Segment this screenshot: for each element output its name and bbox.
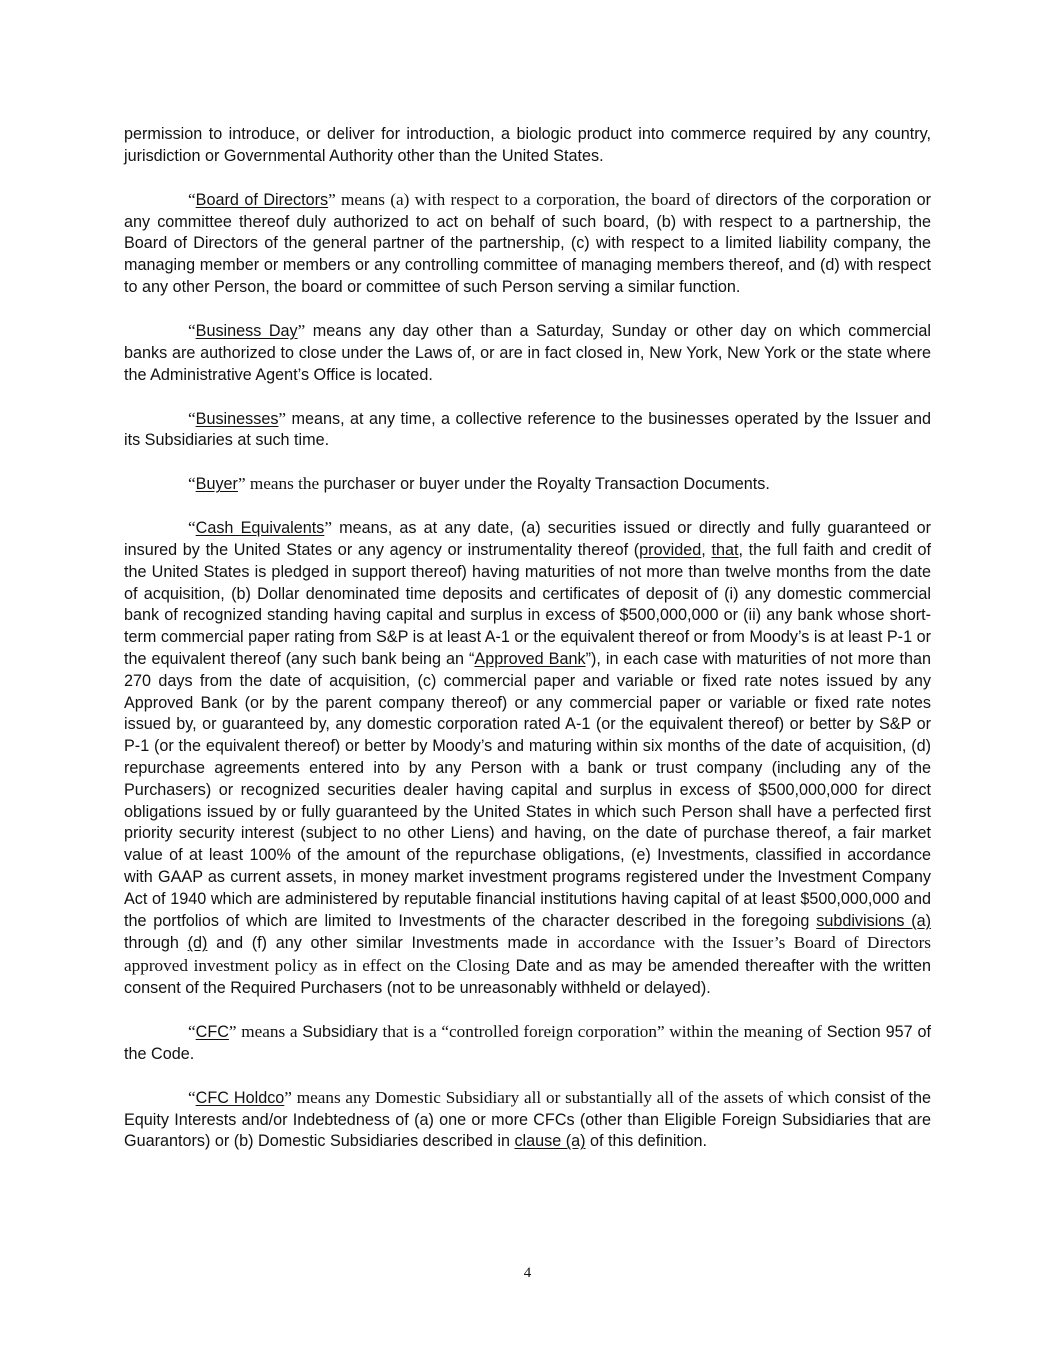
subsidiary-word: Subsidiary [302, 1023, 378, 1042]
defined-term: Business Day [195, 321, 298, 340]
definition-serif-text: accordance with the Issuer’s Board of Directors approved investment policy as in effect on the Closing [124, 933, 931, 976]
close-quote: ” [237, 474, 246, 494]
definition-cfc [124, 1021, 931, 1066]
open-quote: “ [188, 518, 196, 538]
defined-term: CFC Holdco [195, 1088, 285, 1107]
approved-bank-term: Approved Bank [474, 650, 586, 669]
definition-serif-text: means a [236, 1022, 303, 1042]
defined-term: Buyer [195, 475, 238, 494]
defined-term: CFC [195, 1023, 229, 1042]
definition-text: Section 957 of the Code. [124, 1023, 931, 1063]
open-quote: “ [188, 1087, 196, 1107]
clause-a-reference: clause (a) [514, 1132, 586, 1151]
definition-business-day [124, 320, 931, 386]
close-quote: ” [228, 1022, 237, 1042]
close-quote: ” [324, 518, 332, 538]
definition-text: Date and as may be amended thereafter with the written consent of the Required Purchasers (not to be unreasonably withheld or delayed). [124, 957, 931, 998]
close-quote: ” [328, 189, 336, 209]
provided-term: provided [639, 541, 702, 560]
definition-cfc-holdco [124, 1087, 931, 1153]
definition-text: , the full faith and credit of the United States is pledged in support thereof) having maturities of not more than twelve months from the date of acquisition, (b) Dollar denominated time deposits and certificates of deposit of (i) any domestic commercial bank of recognized standing having capital and surplus in excess of $500,000,000 or (ii) any bank whose short-term commercial paper rating from S&P is at least A-1 or the equivalent thereof or from Moody’s is at least P-1 or the equivalent thereof (any such bank being an “ [124, 541, 931, 669]
paragraph-continuation [124, 124, 931, 168]
open-quote: “ [188, 408, 196, 428]
close-quote: ” [284, 1087, 292, 1107]
close-quote: ” [297, 320, 306, 340]
definition-text: and (f) any other similar Investments made in [207, 934, 578, 953]
definition-serif-text: means the [245, 474, 320, 494]
definition-text: consist of the Equity Interests and/or Indebtedness of (a) one or more CFCs (other than Eligible Foreign Subsidiaries that are Guarantors) or (b) Domestic Subsidiaries described in [124, 1088, 931, 1151]
definition-buyer [124, 473, 931, 496]
definition-text: , [701, 541, 712, 560]
that-term: that [711, 541, 739, 560]
subdivision-d-reference: (d) [187, 934, 208, 953]
paragraph-text: permission to introduce, or deliver for introduction, a biologic product into commerce required by any country, jurisdiction or Governmental Authority other than the United States. [124, 125, 931, 165]
definition-serif-text: means (a) with respect to a corporation, the board of [335, 189, 710, 209]
definition-businesses [124, 408, 931, 453]
definition-text: means, at any time, a collective reference to the businesses operated by the Issuer and its Subsidiaries at such time. [124, 409, 931, 450]
definition-cash-equivalents [124, 517, 931, 1000]
defined-term: Cash Equivalents [195, 519, 325, 538]
definition-text: through [124, 934, 188, 953]
page-number: 4 [523, 1265, 532, 1281]
definition-text: of this definition. [585, 1132, 708, 1151]
defined-term: Board of Directors [195, 190, 329, 209]
open-quote: “ [188, 320, 196, 340]
definition-serif-text: that is a “controlled foreign corporation” within the meaning of [377, 1022, 822, 1042]
definition-text: means, as at any date, (a) securities issued or directly and fully guaranteed or insured by the United States or any agency or instrumentality thereof ( [124, 519, 931, 560]
definition-text: means any day other than a Saturday, Sunday or other day on which commercial banks are authorized to close under the Laws of, or are in fact closed in, New York, New York or the state where the Administrative Agent’s Office is located. [124, 321, 932, 384]
close-quote: ” [278, 408, 287, 428]
definition-serif-text: means any Domestic Subsidiary all or substantially all of the assets of which [291, 1087, 830, 1107]
open-quote: “ [188, 474, 196, 494]
document-page [124, 124, 931, 1174]
open-quote: “ [188, 1022, 196, 1042]
definition-text: directors of the corporation or any committee thereof duly authorized to act on behalf of such board, (b) with respect to a partnership, the Board of Directors of the general partner of the partnership, (c) with respect to a limited liability company, the managing member or members or any controlling committee of managing members thereof, and (d) with respect to any other Person, the board or committee of such Person serving a similar function. [124, 190, 931, 296]
definition-text: ”), in each case with maturities of not more than 270 days from the date of acquisition, (c) commercial paper and variable or fixed rate notes issued by any Approved Bank (or by the parent company thereof) or any commercial paper or variable or fixed rate notes issued by, or guaranteed by, any domestic corporation rated A-1 (or the equivalent thereof) or better by S&P or P-1 (or the equivalent thereof) or better by Moody’s and maturing within six months of the date of acquisition, (d) repurchase agreements entered into by any Person with a bank or trust company (including any of the Purchasers) or recognized securities dealer having capital and surplus in excess of $500,000,000 for direct obligations issued by or fully guaranteed by the United States in which such Person shall have a perfected first priority security interest (subject to no other Liens) and having, on the date of purchase thereof, a fair market value of at least 100% of the amount of the repurchase obligations, (e) Investments, classified in accordance with GAAP as current assets, in money market investment programs registered under the Investment Company Act of 1940 which are administered by reputable financial institutions having capital of at least $500,000,000 and the portfolios of which are limited to Investments of the character described in the foregoing [124, 650, 931, 930]
subdivisions-a-reference: subdivisions (a) [816, 911, 931, 930]
definition-board-of-directors [124, 189, 931, 299]
open-quote: “ [188, 189, 196, 209]
defined-term: Businesses [195, 409, 279, 428]
definition-text: purchaser or buyer under the Royalty Transaction Documents. [319, 475, 770, 494]
